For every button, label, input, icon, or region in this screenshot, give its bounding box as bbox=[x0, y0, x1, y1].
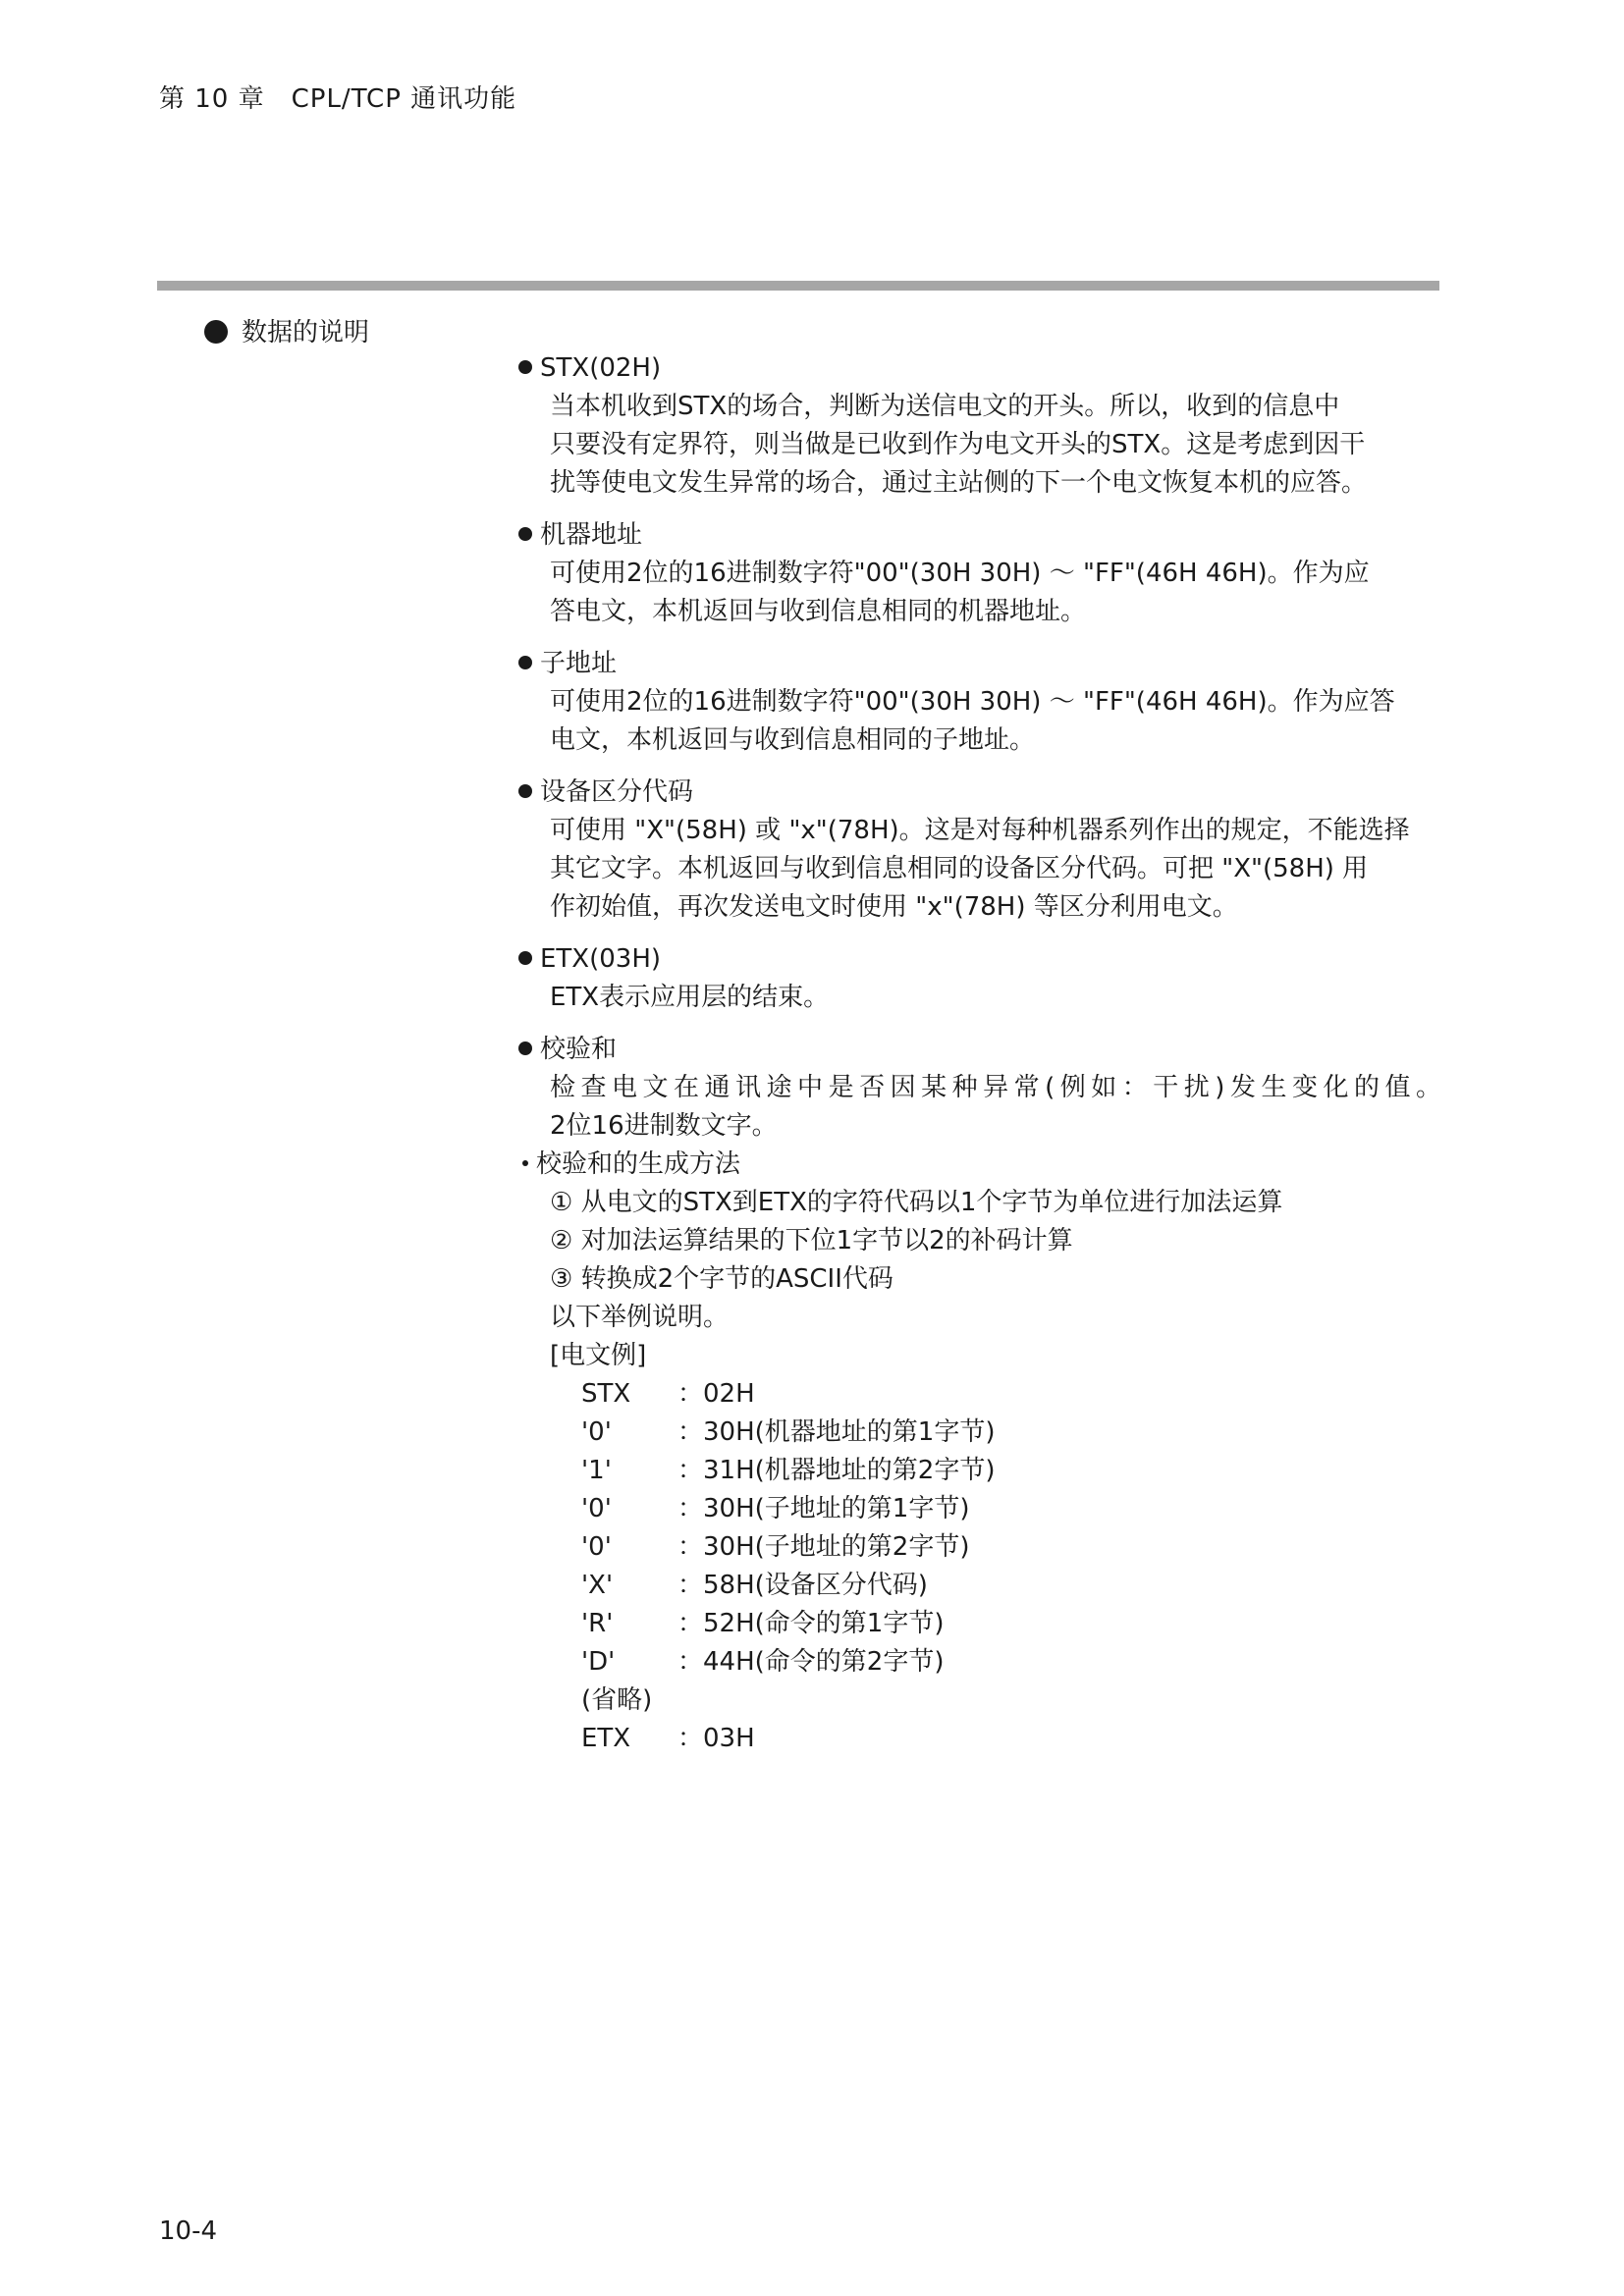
example-row: (省略) bbox=[581, 1685, 653, 1715]
method-step: ② 对加法运算结果的下位1字节以2的补码计算 bbox=[550, 1226, 1073, 1255]
example-row: ETX ：03H bbox=[581, 1724, 755, 1753]
checksum-method bbox=[518, 1146, 1441, 1758]
bullet-icon bbox=[518, 527, 532, 541]
item-checksum bbox=[518, 1031, 1441, 1146]
example-row: 'X' ：58H(设备区分代码) bbox=[581, 1571, 928, 1600]
bullet-icon bbox=[518, 784, 532, 798]
small-bullet-icon bbox=[522, 1160, 528, 1166]
body-line: 可使用2位的16进制数字符"00"(30H 30H) ～ "FF"(46H 46H)。作为应 bbox=[550, 559, 1370, 588]
item-body bbox=[518, 812, 1441, 927]
section-heading-text: 数据的说明 bbox=[242, 318, 370, 347]
item-title: ETX(03H) bbox=[518, 940, 1441, 979]
body-line: 2位16进制数文字。 bbox=[550, 1111, 778, 1141]
body-line: ETX表示应用层的结束。 bbox=[550, 983, 830, 1012]
bullet-icon bbox=[518, 951, 532, 965]
item-etx bbox=[518, 940, 1441, 1017]
body-line: 答电文，本机返回与收到信息相同的机器地址。 bbox=[550, 597, 1087, 626]
method-step: ① 从电文的STX到ETX的字符代码以1个字节为单位进行加法运算 bbox=[550, 1188, 1283, 1217]
example-row: STX ：02H bbox=[581, 1379, 755, 1409]
example-row: 'R' ：52H(命令的第1字节) bbox=[581, 1609, 945, 1638]
bullet-icon bbox=[518, 1041, 532, 1055]
item-title: 机器地址 bbox=[518, 516, 1441, 555]
item-stx bbox=[518, 349, 1441, 503]
item-body bbox=[518, 388, 1441, 503]
method-intro: 以下举例说明。 bbox=[550, 1303, 730, 1332]
bullet-icon bbox=[518, 656, 532, 669]
example-row: '1' ：31H(机器地址的第2字节) bbox=[581, 1456, 996, 1485]
item-device-code bbox=[518, 774, 1441, 927]
method-title: 校验和的生成方法 bbox=[518, 1146, 1441, 1184]
body-line: 当本机收到STX的场合，判断为送信电文的开头。所以，收到的信息中 bbox=[550, 392, 1340, 421]
example-row: '0' ：30H(子地址的第1字节) bbox=[581, 1494, 970, 1523]
body-line: 只要没有定界符，则当做是已收到作为电文开头的STX。这是考虑到因干 bbox=[550, 430, 1366, 459]
item-body bbox=[518, 683, 1441, 760]
example-row: '0' ：30H(机器地址的第1字节) bbox=[581, 1417, 996, 1447]
section-heading bbox=[204, 312, 369, 348]
body-line: 检查电文在通讯途中是否因某种异常(例如：干扰)发生变化的值。 bbox=[550, 1073, 1441, 1102]
body-line: 可使用 "X"(58H) 或 "x"(78H)。这是对每种机器系列作出的规定，不能选择 bbox=[550, 816, 1410, 845]
item-title: STX(02H) bbox=[518, 349, 1441, 388]
item-body bbox=[518, 555, 1441, 631]
method-body bbox=[518, 1184, 1441, 1375]
bullet-icon bbox=[204, 320, 228, 344]
example-row: '0' ：30H(子地址的第2字节) bbox=[581, 1532, 970, 1562]
body-line: 作初始值，再次发送电文时使用 "x"(78H) 等区分利用电文。 bbox=[550, 892, 1238, 922]
content bbox=[518, 349, 1441, 1758]
item-title: 设备区分代码 bbox=[518, 774, 1441, 812]
body-line: 可使用2位的16进制数字符"00"(30H 30H) ～ "FF"(46H 46H)。作为应答 bbox=[550, 687, 1395, 717]
example-table bbox=[518, 1375, 1441, 1758]
item-sub-address bbox=[518, 645, 1441, 760]
bullet-icon bbox=[518, 360, 532, 374]
header-rule bbox=[157, 281, 1439, 291]
example-label: [电文例] bbox=[550, 1341, 647, 1370]
body-line: 电文，本机返回与收到信息相同的子地址。 bbox=[550, 725, 1036, 755]
chapter-header: 第 10 章 CPL/TCP 通讯功能 bbox=[159, 84, 517, 114]
item-device-address bbox=[518, 516, 1441, 631]
method-step: ③ 转换成2个字节的ASCII代码 bbox=[550, 1264, 893, 1294]
item-title: 子地址 bbox=[518, 645, 1441, 683]
item-body bbox=[518, 979, 1441, 1017]
item-body bbox=[518, 1069, 1441, 1146]
example-row: 'D' ：44H(命令的第2字节) bbox=[581, 1647, 945, 1677]
body-line: 扰等使电文发生异常的场合，通过主站侧的下一个电文恢复本机的应答。 bbox=[550, 468, 1368, 498]
body-line: 其它文字。本机返回与收到信息相同的设备区分代码。可把 "X"(58H) 用 bbox=[550, 854, 1369, 883]
item-title: 校验和 bbox=[518, 1031, 1441, 1069]
page-number: 10-4 bbox=[159, 2216, 218, 2246]
